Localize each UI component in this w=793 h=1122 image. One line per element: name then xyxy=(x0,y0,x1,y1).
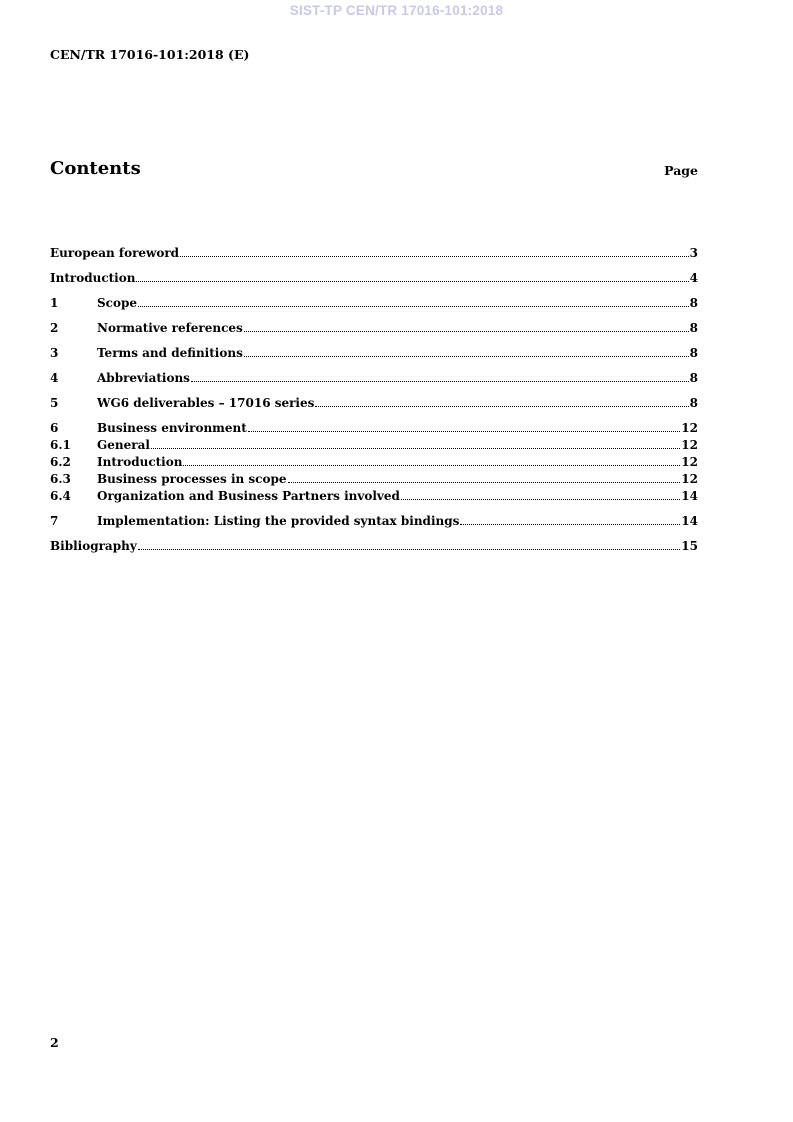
toc-entry-page: 3 xyxy=(689,246,698,260)
toc-entry-page: 8 xyxy=(689,321,698,335)
toc-entry-title: Organization and Business Partners involved xyxy=(97,489,400,503)
contents-heading: Contents xyxy=(50,158,141,179)
toc-entry-title: General xyxy=(97,438,150,452)
dot-leader xyxy=(138,297,689,307)
toc-entry-page: 12 xyxy=(681,421,698,435)
toc-entry-number: 6 xyxy=(50,421,59,435)
toc-entry-number: 6.1 xyxy=(50,438,71,452)
toc-entry-title: Terms and definitions xyxy=(97,346,243,360)
toc-entry-title: Scope xyxy=(97,296,138,310)
dot-leader xyxy=(244,347,689,357)
toc-entry-page: 4 xyxy=(689,271,698,285)
toc-entry-terms-and-definitions[interactable] xyxy=(50,345,698,361)
toc-entry-title: Introduction xyxy=(50,271,136,285)
toc-entry-page: 14 xyxy=(681,514,698,528)
toc-entry-page: 8 xyxy=(689,346,698,360)
toc-entry-number: 1 xyxy=(50,296,59,310)
toc-entry-title: Business environment xyxy=(97,421,247,435)
toc-entry-page: 12 xyxy=(681,455,698,469)
dot-leader xyxy=(183,456,680,466)
page-number: 2 xyxy=(50,1035,59,1050)
toc-entry-scope[interactable] xyxy=(50,295,698,311)
toc-entry-abbreviations[interactable] xyxy=(50,370,698,386)
toc-entry-title: Bibliography xyxy=(50,539,137,553)
toc-entry-page: 14 xyxy=(681,489,698,503)
toc-entry-number: 2 xyxy=(50,321,59,335)
toc-entry-page: 15 xyxy=(681,539,698,553)
toc-entry-business-environment[interactable] xyxy=(50,420,698,436)
toc-entry-normative-references[interactable] xyxy=(50,320,698,336)
toc-entry-title: European foreword xyxy=(50,246,180,260)
toc-entry-general[interactable] xyxy=(50,437,698,453)
toc-entry-european-foreword[interactable] xyxy=(50,245,698,261)
toc-entry-page: 8 xyxy=(689,396,698,410)
dot-leader xyxy=(191,372,689,382)
table-of-contents xyxy=(50,245,698,554)
toc-entry-title: WG6 deliverables – 17016 series xyxy=(97,396,315,410)
toc-entry-page: 8 xyxy=(689,296,698,310)
toc-entry-title: Business processes in scope xyxy=(97,472,287,486)
toc-entry-introduction[interactable] xyxy=(50,270,698,286)
toc-entry-number: 5 xyxy=(50,396,59,410)
toc-entry-wg6-deliverables[interactable] xyxy=(50,395,698,411)
toc-entry-bibliography[interactable] xyxy=(50,538,698,554)
page-column-label: Page xyxy=(664,163,698,178)
dot-leader xyxy=(138,540,681,550)
dot-leader xyxy=(248,422,681,432)
toc-entry-number: 4 xyxy=(50,371,59,385)
dot-leader xyxy=(244,322,689,332)
toc-entry-introduction-sub[interactable] xyxy=(50,454,698,470)
toc-entry-title: Introduction xyxy=(97,455,183,469)
dot-leader xyxy=(401,490,680,500)
dot-leader xyxy=(460,515,680,525)
dot-leader xyxy=(180,247,689,257)
toc-entry-business-processes[interactable] xyxy=(50,471,698,487)
toc-entry-number: 6.4 xyxy=(50,489,71,503)
document-id: CEN/TR 17016-101:2018 (E) xyxy=(50,47,250,62)
toc-entry-implementation[interactable] xyxy=(50,513,698,529)
dot-leader xyxy=(315,397,688,407)
toc-entry-organization-partners[interactable] xyxy=(50,488,698,504)
dot-leader xyxy=(136,272,688,282)
toc-entry-page: 8 xyxy=(689,371,698,385)
toc-entry-title: Abbreviations xyxy=(97,371,190,385)
toc-entry-page: 12 xyxy=(681,472,698,486)
toc-entry-title: Normative references xyxy=(97,321,243,335)
toc-entry-title: Implementation: Listing the provided syntax bindings xyxy=(97,514,460,528)
dot-leader xyxy=(151,439,680,449)
toc-entry-number: 6.3 xyxy=(50,472,71,486)
watermark: SIST-TP CEN/TR 17016-101:2018 xyxy=(289,3,504,18)
toc-entry-number: 3 xyxy=(50,346,59,360)
dot-leader xyxy=(288,473,681,483)
toc-entry-number: 6.2 xyxy=(50,455,71,469)
toc-entry-page: 12 xyxy=(681,438,698,452)
toc-entry-number: 7 xyxy=(50,514,59,528)
